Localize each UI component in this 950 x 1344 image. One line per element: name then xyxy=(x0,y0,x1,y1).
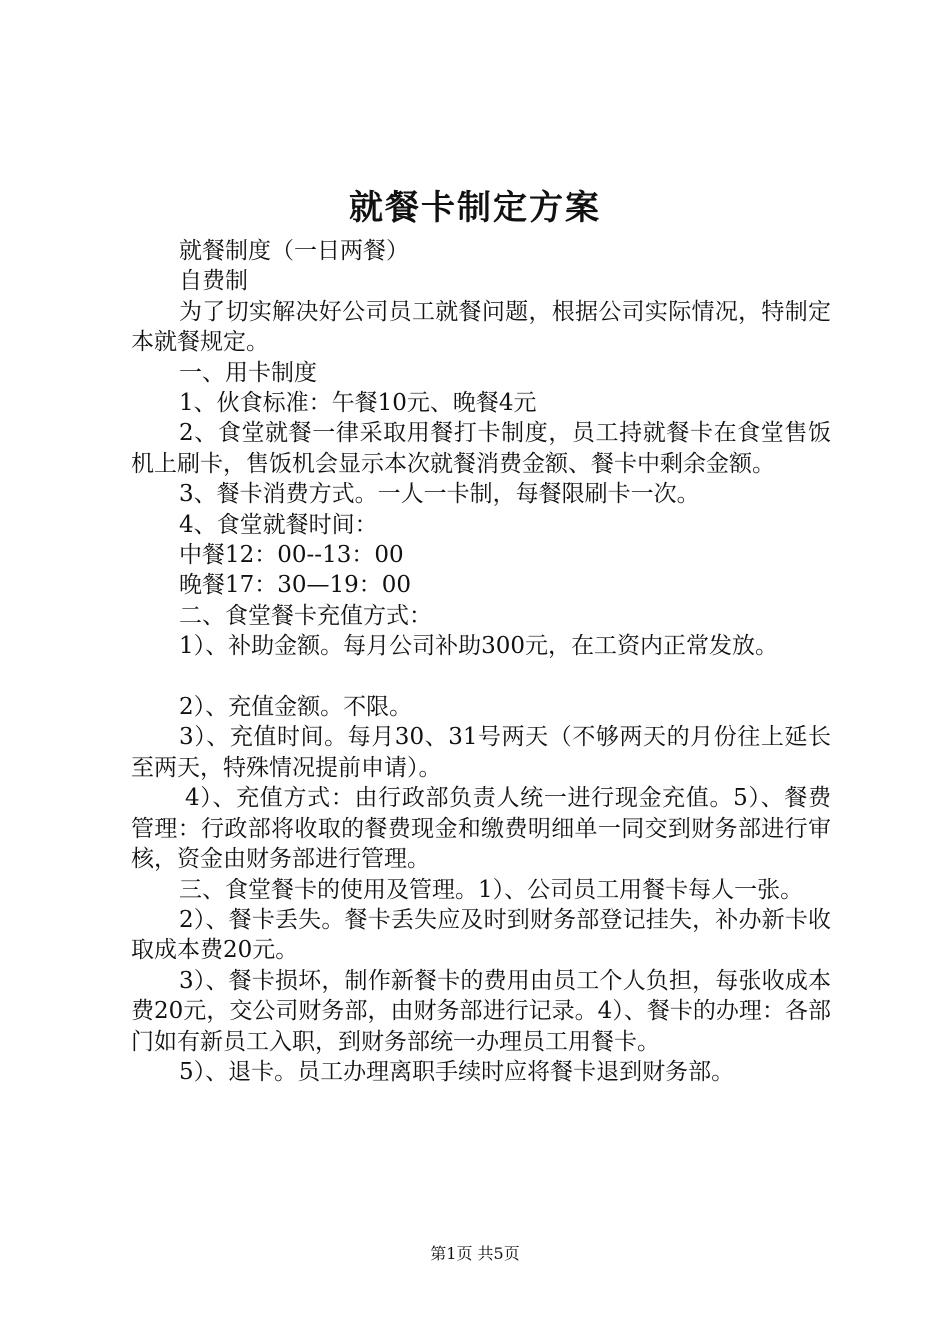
page-number: 第1页 共5页 xyxy=(430,1244,520,1263)
document-title: 就餐卡制定方案 xyxy=(349,188,601,228)
paragraph-meal-system: 就餐制度（一日两餐） xyxy=(179,238,409,264)
paragraph-subsidy: 1）、补助金额。每月公司补助300元，在工资内正常发放。 xyxy=(179,633,779,660)
paragraph-intro: 为了切实解决好公司员工就餐问题，根据公司实际情况，特制定本就餐规定。 xyxy=(131,298,831,356)
paragraph-dinner-time: 晚餐17：30—19：00 xyxy=(179,572,412,599)
paragraph-consumption-mode: 3、餐卡消费方式。一人一卡制，每餐限刷卡一次。 xyxy=(179,481,700,508)
paragraph-recharge-amount: 2）、充值金额。不限。 xyxy=(179,694,413,721)
paragraph-recharge-time: 3）、充值时间。每月30、31号两天（不够两天的月份往上延长至两天，特殊情况提前申请）。 xyxy=(131,724,831,781)
paragraph-card-lost: 2）、餐卡丢失。餐卡丢失应及时到财务部登记挂失，补办新卡收取成本费20元。 xyxy=(131,906,831,964)
paragraph-self-pay: 自费制 xyxy=(179,268,248,295)
paragraph-swipe-rule: 2、食堂就餐一律采取用餐打卡制度，员工持就餐卡在食堂售饭机上刷卡，售饭机会显示本次就餐消费金额、餐卡中剩余金额。 xyxy=(131,420,831,477)
document-body xyxy=(131,236,831,1087)
paragraph-dining-time: 4、食堂就餐时间： xyxy=(179,511,378,538)
paragraph-lunch-time: 中餐12：00--13：00 xyxy=(179,542,404,569)
paragraph-card-return: 5）、退卡。员工办理离职手续时应将餐卡退到财务部。 xyxy=(179,1058,735,1085)
paragraph-spacer xyxy=(131,662,831,692)
paragraph-meal-standard: 1、伙食标准：午餐10元、晚餐4元 xyxy=(179,390,537,417)
paragraph-card-damaged: 3）、餐卡损坏，制作新餐卡的费用由员工个人负担，每张收成本费20元，交公司财务部，由财务部进行记录。4）、餐卡的办理：各部门如有新员工入职，到财务部统一办理员工用餐卡。 xyxy=(131,967,831,1055)
section-heading-recharge: 二、食堂餐卡充值方式： xyxy=(179,602,432,629)
section-heading-card-system: 一、用卡制度 xyxy=(179,359,317,386)
section-heading-card-usage: 三、食堂餐卡的使用及管理。1）、公司员工用餐卡每人一张。 xyxy=(179,876,804,903)
paragraph-recharge-method: 4）、充值方式：由行政部负责人统一进行现金充值。5）、餐费管理：行政部将收取的餐费现金和缴费明细单一同交到财务部进行审核，资金由财务部进行管理。 xyxy=(131,785,831,873)
